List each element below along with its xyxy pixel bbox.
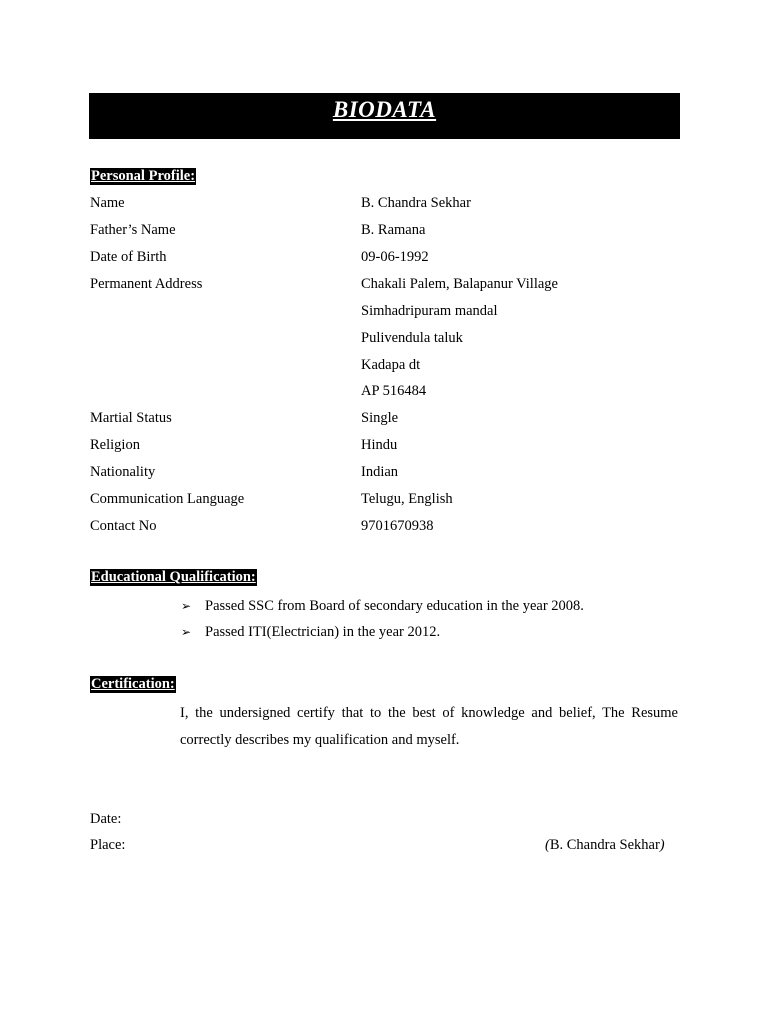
profile-row (90, 516, 680, 543)
profile-label: Name (90, 195, 125, 211)
profile-row (90, 193, 680, 220)
profile-row (90, 435, 680, 462)
profile-row (90, 301, 680, 328)
profile-value: Telugu, English (361, 491, 453, 507)
profile-row (90, 274, 680, 301)
profile-value: Hindu (361, 437, 398, 453)
profile-label: Father’s Name (90, 222, 176, 238)
profile-value: Single (361, 410, 399, 426)
profile-value: 09-06-1992 (361, 249, 429, 265)
certification-heading: Certification: (91, 676, 175, 692)
profile-label: Date of Birth (90, 249, 167, 265)
profile-row (90, 328, 680, 355)
education-item (181, 596, 584, 616)
education-item (181, 622, 440, 642)
profile-row (90, 247, 680, 274)
profile-label: Communication Language (90, 491, 245, 507)
profile-value: B. Chandra Sekhar (361, 195, 471, 211)
profile-value: Chakali Palem, Balapanur Village (361, 276, 558, 292)
profile-row (90, 355, 680, 382)
place-label: Place: (90, 837, 126, 853)
profile-value: B. Ramana (361, 222, 426, 238)
arrow-bullet-icon: ➢ (181, 625, 192, 639)
document-title: BIODATA (332, 97, 437, 122)
arrow-bullet-icon: ➢ (181, 599, 192, 613)
profile-value: Simhadripuram mandal (361, 303, 498, 319)
title-banner (89, 93, 680, 139)
date-label: Date: (90, 811, 122, 827)
education-item-text: Passed SSC from Board of secondary education in the year 2008. (205, 598, 584, 614)
profile-row (90, 489, 680, 516)
signature-close-paren: ) (659, 837, 665, 853)
education-item-text: Passed ITI(Electrician) in the year 2012. (205, 624, 441, 640)
signature (545, 835, 665, 855)
profile-value: Pulivendula taluk (361, 330, 463, 346)
profile-value: AP 516484 (361, 383, 427, 399)
education-heading: Educational Qualification: (91, 569, 256, 585)
profile-row (90, 408, 680, 435)
profile-value: Indian (361, 464, 399, 480)
personal-profile-heading: Personal Profile: (91, 168, 196, 184)
profile-value: 9701670938 (361, 518, 434, 534)
profile-label: Contact No (90, 518, 157, 534)
profile-row (90, 462, 680, 489)
profile-label: Permanent Address (90, 276, 203, 292)
profile-label: Religion (90, 437, 140, 453)
certification-text: I, the undersigned certify that to the best of knowledge and belief, The Resume correctly describes my qualification and myself. (180, 705, 678, 748)
profile-label: Nationality (90, 464, 156, 480)
profile-value: Kadapa dt (361, 357, 421, 373)
profile-label: Martial Status (90, 410, 172, 426)
profile-row (90, 220, 680, 247)
signature-name: B. Chandra Sekhar (549, 837, 660, 853)
signature-open-paren: ( (545, 837, 550, 853)
profile-row (90, 381, 680, 408)
